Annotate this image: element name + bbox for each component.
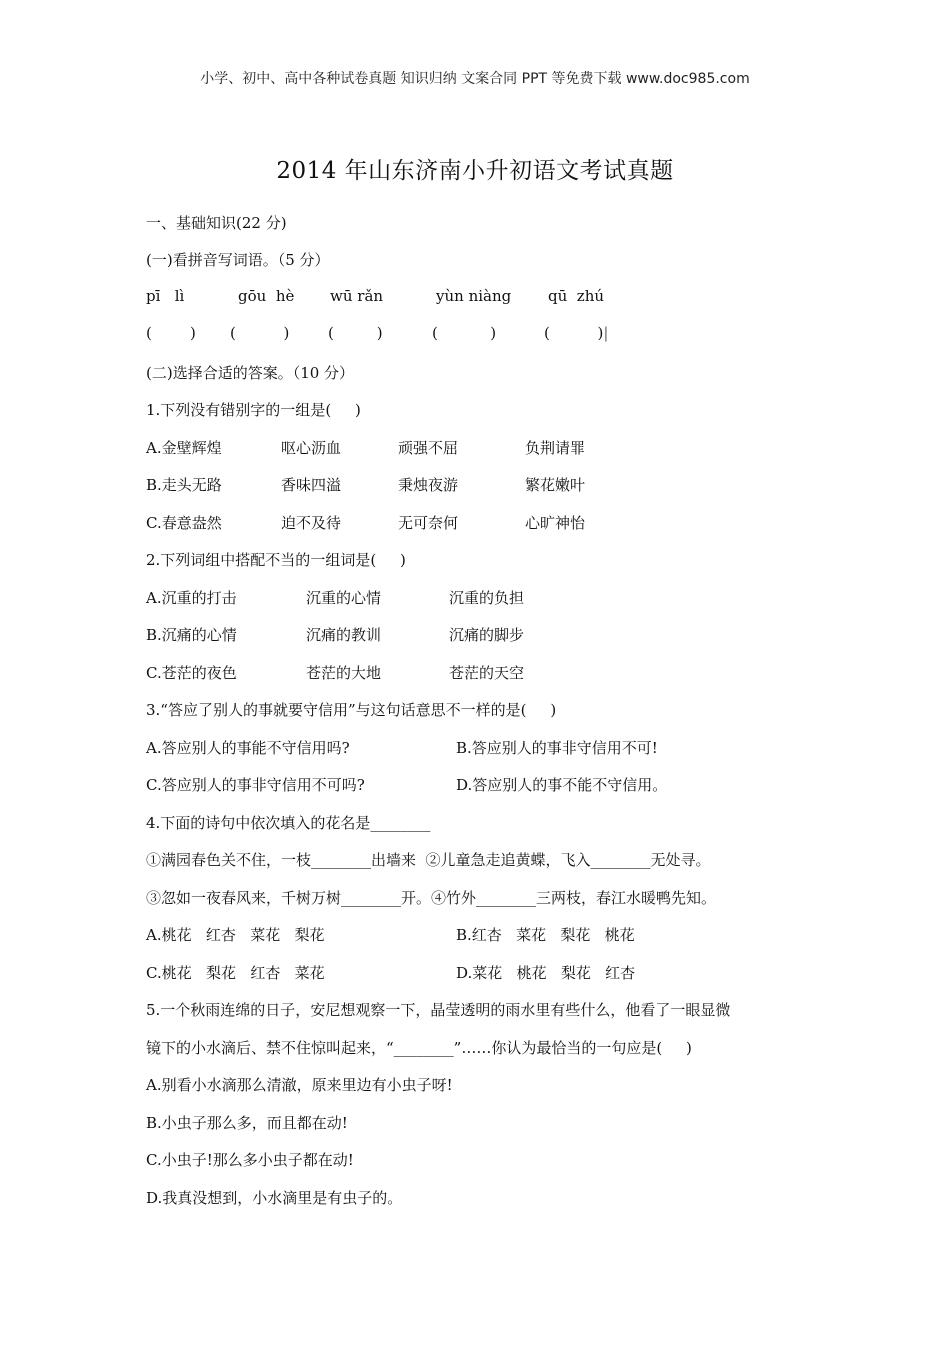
option-text: 无可奈何 — [398, 514, 459, 532]
question-5-option-b: B.小虫子那么多，而且都在动! — [146, 1114, 348, 1132]
option-text: D.菜花 桃花 梨花 红杏 — [456, 964, 636, 982]
text-cursor: | — [603, 324, 609, 342]
question-5-stem-line-2: 镜下的小水滴后、禁不住惊叫起来，“________”……你认为最恰当的一句应是( ) — [146, 1039, 692, 1057]
option-text: 迫不及待 — [281, 514, 342, 532]
option-text: 苍茫的天空 — [449, 664, 525, 682]
pinyin-item: qū zhú — [548, 287, 605, 305]
option-text: 呕心沥血 — [281, 439, 342, 457]
answer-blank: ( ) — [432, 324, 497, 342]
question-2-option-a — [146, 587, 524, 608]
question-5-option-a: A.别看小水滴那么清澈，原来里边有小虫子呀! — [146, 1076, 453, 1094]
answer-blank: ( ) — [544, 324, 604, 342]
question-4-stem: 4.下面的诗句中依次填入的花名是________ — [146, 814, 431, 832]
question-4-options-ab — [146, 924, 635, 945]
page-title: 2014 年山东济南小升初语文考试真题 — [276, 158, 674, 184]
option-text: B.走头无路 — [146, 476, 222, 494]
pinyin-item: yùn niàng — [436, 287, 512, 305]
question-5-stem-line-1: 5.一个秋雨连绵的日子，安尼想观察一下，晶莹透明的雨水里有些什么，他看了一眼显微 — [146, 1001, 731, 1019]
question-4-poem-line-1: ①满园春色关不住，一枝________出墙来 ②儿童急走追黄蝶，飞入________无处寻。 — [146, 851, 711, 869]
option-text: A.桃花 红杏 菜花 梨花 — [146, 926, 325, 944]
question-4-poem-line-2: ③忽如一夜春风来，千树万树________开。④竹外________三两枝，春江水暖鸭先知。 — [146, 889, 717, 907]
option-text: B.沉痛的心情 — [146, 626, 237, 644]
option-text: 香味四溢 — [281, 476, 342, 494]
pinyin-item: wū rǎn — [330, 287, 384, 305]
option-text: C.答应别人的事非守信用不可吗? — [146, 776, 365, 794]
option-text: A.沉重的打击 — [146, 589, 237, 607]
answer-blank: ( ) — [230, 324, 290, 342]
question-3-stem: 3.“答应了别人的事就要守信用”与这句话意思不一样的是( ) — [146, 701, 557, 719]
option-text: B.答应别人的事非守信用不可! — [456, 739, 658, 757]
pinyin-item: gōu hè — [238, 287, 295, 305]
option-text: 心旷神怡 — [525, 514, 586, 532]
option-text: 顽强不屈 — [398, 439, 459, 457]
option-text: 秉烛夜游 — [398, 476, 459, 494]
option-text: 沉重的心情 — [306, 589, 382, 607]
answer-blank: ( ) — [146, 324, 196, 342]
part2-heading: (二)选择合适的答案。（10 分） — [146, 364, 355, 382]
pinyin-row — [146, 287, 604, 305]
option-text: 沉痛的教训 — [306, 626, 382, 644]
question-1-option-b — [146, 474, 585, 495]
option-text: C.春意盎然 — [146, 514, 222, 532]
section-heading: 一、基础知识(22 分) — [146, 214, 287, 232]
option-text: B.红杏 菜花 梨花 桃花 — [456, 926, 635, 944]
question-4-options-cd — [146, 962, 635, 983]
question-1-option-a — [146, 437, 585, 458]
option-text: A.金壁辉煌 — [146, 439, 222, 457]
option-text: 沉痛的脚步 — [449, 626, 525, 644]
answer-blank: ( ) — [328, 324, 383, 342]
part1-heading: (一)看拼音写词语。（5 分） — [146, 251, 330, 269]
question-2-option-c — [146, 662, 524, 683]
pinyin-item: pī lì — [146, 287, 185, 305]
option-text: C.桃花 梨花 红杏 菜花 — [146, 964, 325, 982]
page-header: 小学、初中、高中各种试卷真题 知识归纳 文案合同 PPT 等免费下载 www.doc985.com — [200, 71, 750, 87]
question-5-option-d: D.我真没想到，小水滴里是有虫子的。 — [146, 1189, 403, 1207]
option-text: 负荆请罪 — [525, 439, 586, 457]
option-text: D.答应别人的事不能不守信用。 — [456, 776, 668, 794]
question-2-option-b — [146, 624, 524, 645]
question-3-options-ab — [146, 737, 658, 758]
question-5-option-c: C.小虫子!那么多小虫子都在动! — [146, 1151, 354, 1169]
question-2-stem: 2.下列词组中搭配不当的一组词是( ) — [146, 551, 406, 569]
question-1-stem: 1.下列没有错别字的一组是( ) — [146, 401, 361, 419]
question-1-option-c — [146, 512, 585, 533]
question-3-options-cd — [146, 774, 667, 795]
option-text: 沉重的负担 — [449, 589, 525, 607]
option-text: A.答应别人的事能不守信用吗? — [146, 739, 350, 757]
option-text: 苍茫的大地 — [306, 664, 382, 682]
answer-blanks-row — [146, 324, 608, 342]
option-text: 繁花嫩叶 — [525, 476, 586, 494]
option-text: C.苍茫的夜色 — [146, 664, 237, 682]
